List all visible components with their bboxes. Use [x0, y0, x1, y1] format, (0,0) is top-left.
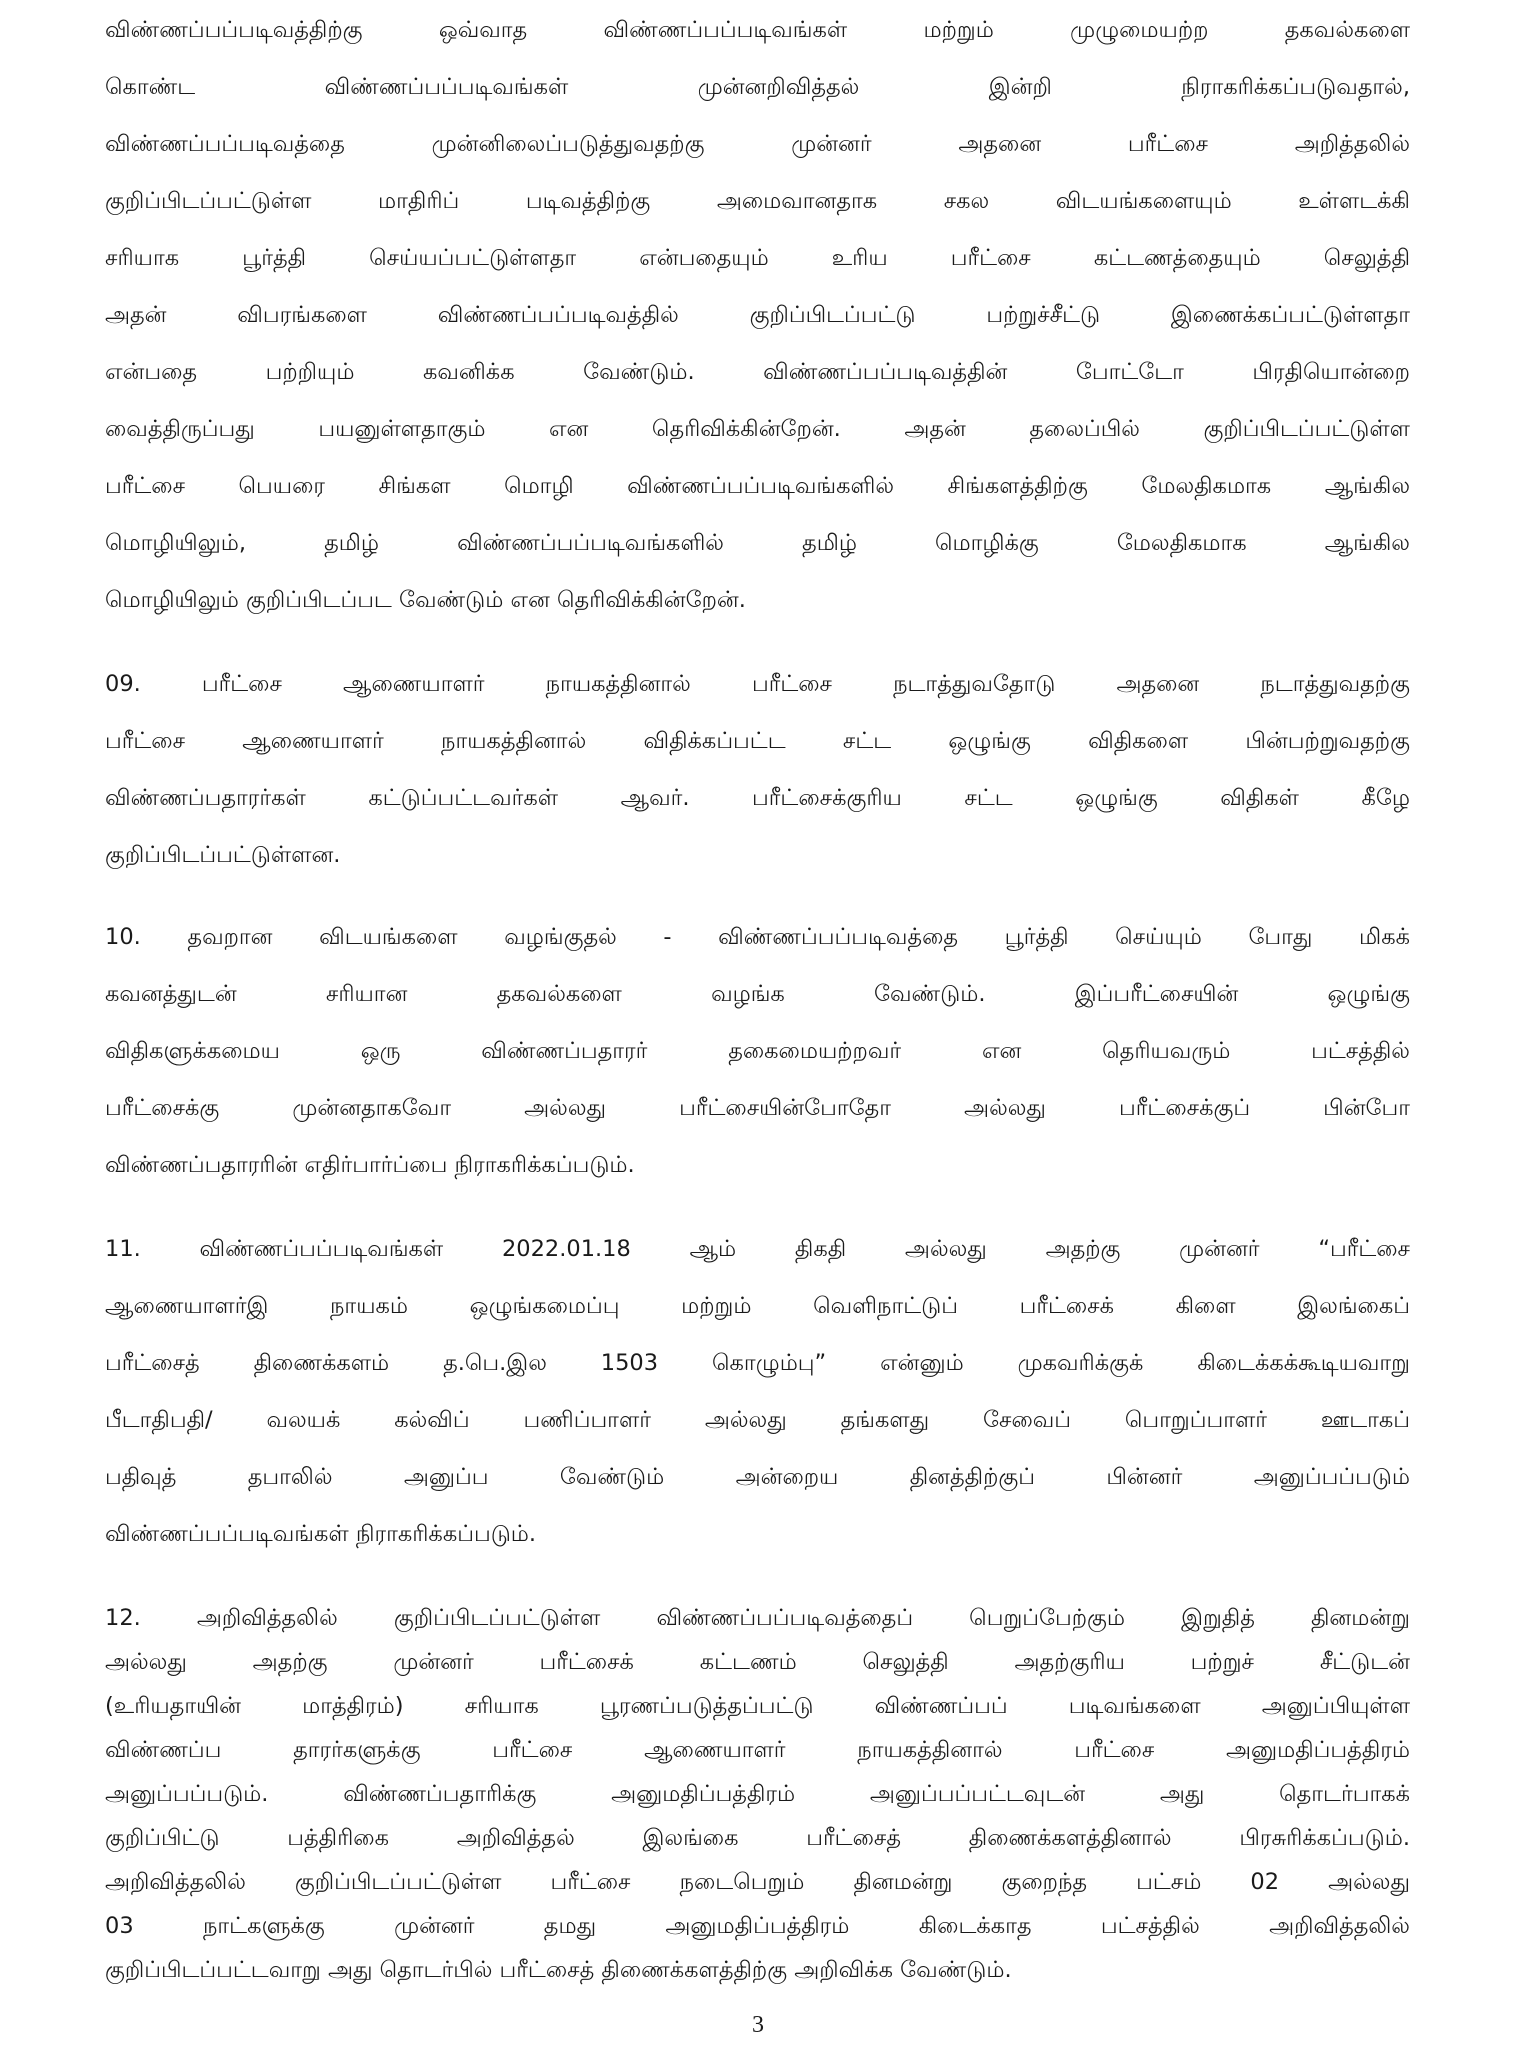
text-line: அல்லது அதற்கு முன்னர் பரீட்சைக் கட்டணம் செலுத்தி அதற்குரிய பற்றுச் சீட்டுடன்	[105, 1649, 1410, 1675]
text-line: பீடாதிபதி/ வலயக் கல்விப் பணிப்பாளர் அல்லது தங்களது சேவைப் பொறுப்பாளர் ஊடாகப்	[105, 1407, 1410, 1433]
text-line: குறிப்பிடப்பட்டவாறு அது தொடர்பில் பரீட்சைத் திணைக்களத்திற்கு அறிவிக்க வேண்டும்.	[105, 1957, 1012, 1983]
text-line: அனுப்பப்படும். விண்ணப்பதாரிக்கு அனுமதிப்பத்திரம் அனுப்பப்பட்டவுடன் அது தொடர்பாகக்	[105, 1781, 1410, 1807]
text-line: அறிவித்தலில் குறிப்பிடப்பட்டுள்ள பரீட்சை நடைபெறும் தினமன்று குறைந்த பட்சம் 02 அல்லது	[105, 1869, 1410, 1895]
text-line: விண்ணப்பப்படிவத்தை முன்னிலைப்படுத்துவதற்கு முன்னர் அதனை பரீட்சை அறித்தலில்	[105, 131, 1410, 157]
text-line: என்பதை பற்றியும் கவனிக்க வேண்டும். விண்ணப்பப்படிவத்தின் போட்டோ பிரதியொன்றை	[105, 359, 1410, 385]
text-line: விண்ணப்ப தாரர்களுக்கு பரீட்சை ஆணையாளர் நாயகத்தினால் பரீட்சை அனுமதிப்பத்திரம்	[105, 1737, 1410, 1763]
text-line: குறிப்பிட்டு பத்திரிகை அறிவித்தல் இலங்கை பரீட்சைத் திணைக்களத்தினால் பிரசுரிக்கப்படும்.	[105, 1825, 1410, 1851]
text-line: அதன் விபரங்களை விண்ணப்பப்படிவத்தில் குறிப்பிடப்பட்டு பற்றுச்சீட்டு இணைக்கப்பட்டுள்ளதா	[105, 302, 1410, 328]
text-line: சரியாக பூர்த்தி செய்யப்பட்டுள்ளதா என்பதையும் உரிய பரீட்சை கட்டணத்தையும் செலுத்தி	[105, 245, 1410, 271]
text-line: 10. தவறான விடயங்களை வழங்குதல் - விண்ணப்பப்படிவத்தை பூர்த்தி செய்யும் போது மிகக்	[105, 924, 1410, 950]
text-line: பதிவுத் தபாலில் அனுப்ப வேண்டும் அன்றைய தினத்திற்குப் பின்னர் அனுப்பப்படும்	[105, 1464, 1410, 1490]
text-line: விண்ணப்பப்படிவங்கள் நிராகரிக்கப்படும்.	[105, 1521, 537, 1547]
text-line: மொழியிலும், தமிழ் விண்ணப்பப்படிவங்களில் தமிழ் மொழிக்கு மேலதிகமாக ஆங்கில	[105, 530, 1410, 556]
page-number: 3	[752, 2012, 764, 2038]
text-line: விதிகளுக்கமைய ஒரு விண்ணப்பதாரர் தகைமையற்றவர் என தெரியவரும் பட்சத்தில்	[105, 1038, 1410, 1064]
text-line: விண்ணப்பதாரர்கள் கட்டுப்பட்டவர்கள் ஆவர். பரீட்சைக்குரிய சட்ட ஒழுங்கு விதிகள் கீழே	[105, 785, 1410, 811]
text-line: பரீட்சைத் திணைக்களம் த.பெ.இல 1503 கொழும்பு” என்னும் முகவரிக்குக் கிடைக்கக்கூடியவாறு	[105, 1350, 1410, 1376]
text-line: ஆணையாளர்இ நாயகம் ஒழுங்கமைப்பு மற்றும் வெளிநாட்டுப் பரீட்சைக் கிளை இலங்கைப்	[105, 1293, 1410, 1319]
text-line: விண்ணப்பப்படிவத்திற்கு ஒவ்வாத விண்ணப்பப்படிவங்கள் மற்றும் முழுமையற்ற தகவல்களை	[105, 17, 1410, 43]
text-line: 03 நாட்களுக்கு முன்னர் தமது அனுமதிப்பத்திரம் கிடைக்காத பட்சத்தில் அறிவித்தலில்	[105, 1913, 1410, 1939]
text-line: விண்ணப்பதாரரின் எதிர்பார்ப்பை நிராகரிக்கப்படும்.	[105, 1152, 635, 1178]
text-line: (உரியதாயின் மாத்திரம்) சரியாக பூரணப்படுத்தப்பட்டு விண்ணப்பப் படிவங்களை அனுப்பியுள்ள	[105, 1693, 1410, 1719]
text-line: 11. விண்ணப்பப்படிவங்கள் 2022.01.18 ஆம் திகதி அல்லது அதற்கு முன்னர் “பரீட்சை	[105, 1236, 1410, 1262]
text-line: 09. பரீட்சை ஆணையாளர் நாயகத்தினால் பரீட்சை நடாத்துவதோடு அதனை நடாத்துவதற்கு	[105, 671, 1410, 697]
text-line: பரீட்சை ஆணையாளர் நாயகத்தினால் விதிக்கப்பட்ட சட்ட ஒழுங்கு விதிகளை பின்பற்றுவதற்கு	[105, 728, 1410, 754]
text-line: கொண்ட விண்ணப்பப்படிவங்கள் முன்னறிவித்தல் இன்றி நிராகரிக்கப்படுவதால்,	[105, 74, 1410, 100]
text-line: குறிப்பிடப்பட்டுள்ளன.	[105, 842, 341, 868]
text-line: பரீட்சை பெயரை சிங்கள மொழி விண்ணப்பப்படிவங்களில் சிங்களத்திற்கு மேலதிகமாக ஆங்கில	[105, 473, 1410, 499]
text-line: மொழியிலும் குறிப்பிடப்பட வேண்டும் என தெரிவிக்கின்றேன்.	[105, 587, 746, 613]
text-line: வைத்திருப்பது பயனுள்ளதாகும் என தெரிவிக்கின்றேன். அதன் தலைப்பில் குறிப்பிடப்பட்டுள்ள	[105, 416, 1410, 442]
text-line: பரீட்சைக்கு முன்னதாகவோ அல்லது பரீட்சையின்போதோ அல்லது பரீட்சைக்குப் பின்போ	[105, 1095, 1410, 1121]
text-line: 12. அறிவித்தலில் குறிப்பிடப்பட்டுள்ள விண்ணப்பப்படிவத்தைப் பெறுப்பேற்கும் இறுதித் தினமன்று	[105, 1605, 1410, 1631]
text-line: கவனத்துடன் சரியான தகவல்களை வழங்க வேண்டும். இப்பரீட்சையின் ஒழுங்கு	[105, 981, 1410, 1007]
text-line: குறிப்பிடப்பட்டுள்ள மாதிரிப் படிவத்திற்கு அமைவானதாக சகல விடயங்களையும் உள்ளடக்கி	[105, 188, 1410, 214]
